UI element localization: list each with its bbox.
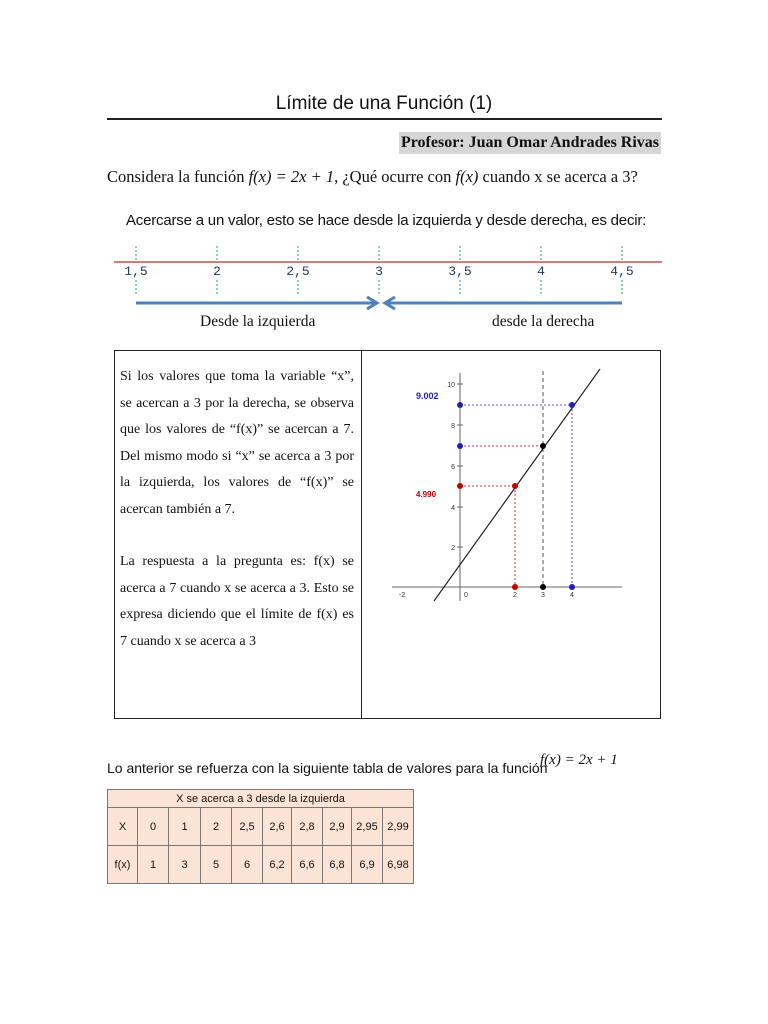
- number-line-tick-label: 2,5: [286, 264, 310, 279]
- y-axis-point-lower: [457, 483, 463, 489]
- left-arrow: [136, 297, 377, 309]
- x-axis-point-right: [569, 584, 575, 590]
- number-line-tick-label: 3,5: [448, 264, 472, 279]
- table-cell-x: 2,6: [263, 808, 292, 846]
- number-line-ticks: [124, 246, 633, 295]
- intro-text: Acercarse a un valor, esto se hace desde la izquierda y desde derecha, es decir:: [126, 212, 647, 229]
- question: [107, 167, 638, 187]
- x-axis-point-middle: [540, 584, 546, 590]
- function-graph: [362, 351, 660, 718]
- table-cell-fx: 6,6: [292, 846, 323, 884]
- x-tick-label: 2: [513, 592, 517, 599]
- y-tick-label: 10: [447, 382, 455, 389]
- page-title: Límite de una Función (1): [275, 93, 493, 114]
- table-caption: X se acerca a 3 desde la izquierda: [108, 790, 414, 808]
- professor-label: Profesor: Juan Omar Andrades Rivas: [399, 132, 661, 154]
- curve-point-upper: [569, 402, 575, 408]
- explanation-paragraph-1: Si los valores que toma la variable “x”, se acercan a 3 por la derecha, se observa que los valores de “f(x)” se acercan a 7. Del mismo modo si “x” se acerca a 3 por la izquierda, los valores de “f(x)” se acercan también a 7.: [120, 369, 354, 517]
- values-table: [107, 789, 414, 884]
- table-cell-fx: 6: [232, 846, 263, 884]
- x-ticks: [399, 592, 574, 599]
- lower-value-label: 4.990: [416, 490, 437, 499]
- curve-point-middle: [540, 443, 546, 449]
- table-cell-x: 2,8: [292, 808, 323, 846]
- question-mid: , ¿Qué ocurre con: [334, 167, 452, 186]
- table-cell-fx: 5: [201, 846, 232, 884]
- number-line-figure: [114, 240, 674, 315]
- y-axis-point-middle: [457, 443, 463, 449]
- table-cell-fx: 6,9: [352, 846, 383, 884]
- x-tick-label: -2: [398, 592, 406, 599]
- question-formula: f(x) = 2x + 1: [248, 167, 335, 186]
- table-cell-fx: 1: [138, 846, 169, 884]
- table-cell-fx: 3: [169, 846, 201, 884]
- question-fx: f(x): [455, 167, 479, 186]
- x-axis-point-left: [512, 584, 518, 590]
- number-line-tick-label: 2: [213, 264, 221, 279]
- reinforce-formula: f(x) = 2x + 1: [540, 752, 618, 768]
- number-line-tick-label: 4,5: [610, 264, 634, 279]
- table-cell-x: 2,9: [323, 808, 352, 846]
- number-line-tick-label: 1,5: [124, 264, 148, 279]
- x-tick-label: 0: [464, 592, 468, 599]
- upper-value-label: 9.002: [416, 391, 439, 401]
- table-cell-x: 2,99: [383, 808, 414, 846]
- explanation-text: [120, 364, 354, 655]
- table-cell-x: 0: [138, 808, 169, 846]
- y-tick-label: 2: [451, 545, 455, 552]
- left-label: Desde la izquierda: [200, 313, 316, 330]
- y-tick-label: 4: [451, 505, 455, 512]
- y-tick-label: 6: [451, 464, 455, 471]
- explanation-paragraph-2: La respuesta a la pregunta es: f(x) se acerca a 7 cuando x se acerca a 3. Esto se expresa diciendo que el límite de f(x) es 7 cuando x se acerca a 3: [120, 554, 354, 649]
- table-cell-x: 2: [201, 808, 232, 846]
- table-header-x: X: [108, 808, 138, 846]
- number-line-tick-label: 3: [375, 264, 383, 279]
- table-cell-fx: 6,8: [323, 846, 352, 884]
- curve-point-lower: [512, 483, 518, 489]
- table-cell-x: 2,5: [232, 808, 263, 846]
- reinforce-text: Lo anterior se refuerza con la siguiente tabla de valores para la función: [107, 760, 548, 776]
- right-label: desde la derecha: [492, 313, 595, 330]
- question-pre: Considera la función: [107, 167, 245, 186]
- table-cell-x: 1: [169, 808, 201, 846]
- y-tick-label: 8: [451, 423, 455, 430]
- table-cell-fx: 6,2: [263, 846, 292, 884]
- question-post: cuando x se acerca a 3?: [482, 167, 638, 186]
- x-tick-label: 4: [570, 592, 574, 599]
- y-axis-point-upper: [457, 402, 463, 408]
- title-underline: [107, 118, 662, 120]
- x-tick-label: 3: [541, 592, 545, 599]
- table-cell-fx: 6,98: [383, 846, 414, 884]
- table-row-fx: [108, 846, 414, 884]
- table-cell-x: 2,95: [352, 808, 383, 846]
- table-header-fx: f(x): [108, 846, 138, 884]
- table-row-x: [108, 808, 414, 846]
- number-line-tick-label: 4: [537, 264, 545, 279]
- right-arrow: [385, 297, 622, 309]
